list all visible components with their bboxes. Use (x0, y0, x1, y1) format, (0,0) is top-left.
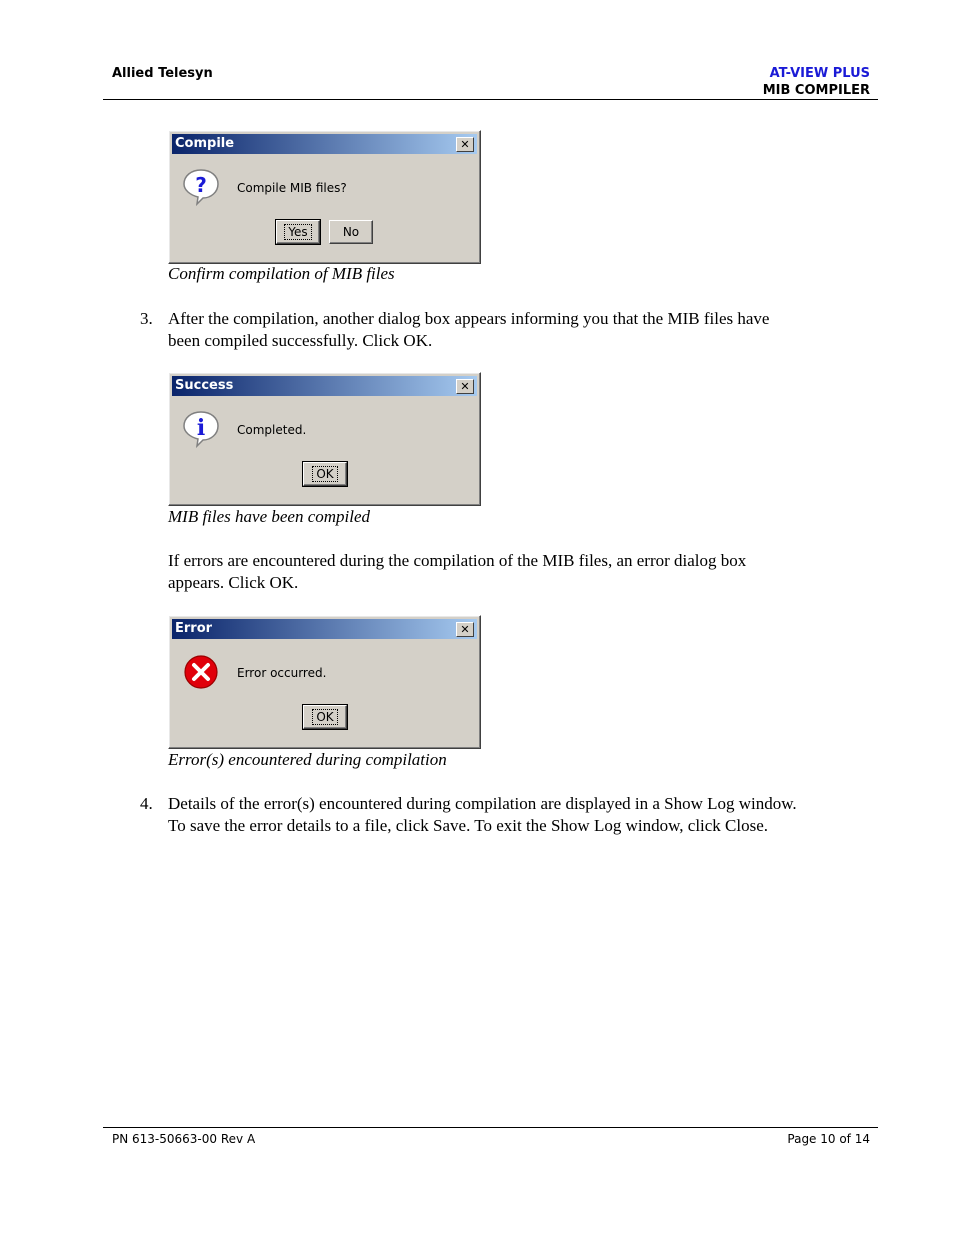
close-icon[interactable]: ✕ (456, 622, 474, 637)
no-button[interactable] (329, 220, 373, 244)
header-product: AT-VIEW PLUS (769, 66, 870, 81)
info-icon (181, 409, 221, 449)
svg-text:i: i (196, 415, 206, 441)
yes-button[interactable] (276, 220, 320, 244)
error-dialog (168, 615, 481, 749)
errors-paragraph (168, 550, 868, 594)
footer-page-number: Page 10 of 14 (787, 1132, 870, 1146)
no-button-label: No (342, 225, 360, 239)
close-icon[interactable]: ✕ (456, 379, 474, 394)
ok-button-label: OK (313, 467, 336, 481)
success-dialog-message: Completed. (237, 423, 307, 437)
step-3-line-2: been compiled successfully. Click OK. (168, 331, 433, 350)
step-4-line-2: To save the error details to a file, click Save. To exit the Show Log window, click Close. (168, 816, 769, 835)
ok-button-label: OK (313, 710, 336, 724)
success-caption: MIB files have been compiled (168, 507, 371, 526)
ok-button[interactable] (303, 462, 347, 486)
ok-button[interactable] (303, 705, 347, 729)
success-dialog-title: Success (175, 378, 234, 393)
error-dialog-titlebar[interactable] (172, 619, 477, 639)
compile-dialog-message: Compile MIB files? (237, 181, 347, 195)
close-icon[interactable]: ✕ (456, 137, 474, 152)
step-3-number: 3. (140, 309, 153, 328)
errors-line-2: appears. Click OK. (168, 573, 299, 592)
step-4-text (168, 793, 888, 837)
success-dialog (168, 372, 481, 506)
question-icon (181, 167, 221, 207)
compile-caption: Confirm compilation of MIB files (168, 264, 395, 283)
compile-dialog-titlebar[interactable] (172, 134, 477, 154)
header-company: Allied Telesyn (112, 66, 213, 81)
step-4-line-1: Details of the error(s) encountered during compilation are displayed in a Show Log window. (168, 794, 797, 813)
success-dialog-titlebar[interactable] (172, 376, 477, 396)
error-dialog-message: Error occurred. (237, 666, 327, 680)
footer-part-number: PN 613-50663-00 Rev A (112, 1132, 256, 1146)
yes-button-label: Yes (285, 225, 310, 239)
step-4-number: 4. (140, 794, 153, 813)
error-icon (181, 652, 221, 692)
footer-divider (103, 1127, 878, 1128)
error-caption: Error(s) encountered during compilation (168, 750, 447, 769)
step-3-text (168, 308, 868, 352)
svg-text:?: ? (195, 173, 207, 197)
errors-line-1: If errors are encountered during the compilation of the MIB files, an error dialog box (168, 551, 747, 570)
compile-dialog-title: Compile (175, 136, 235, 151)
compile-dialog (168, 130, 481, 264)
header-divider (103, 99, 878, 100)
error-dialog-title: Error (175, 621, 213, 636)
header-section: MIB COMPILER (762, 83, 870, 98)
step-3-line-1: After the compilation, another dialog box appears informing you that the MIB files have (168, 309, 770, 328)
